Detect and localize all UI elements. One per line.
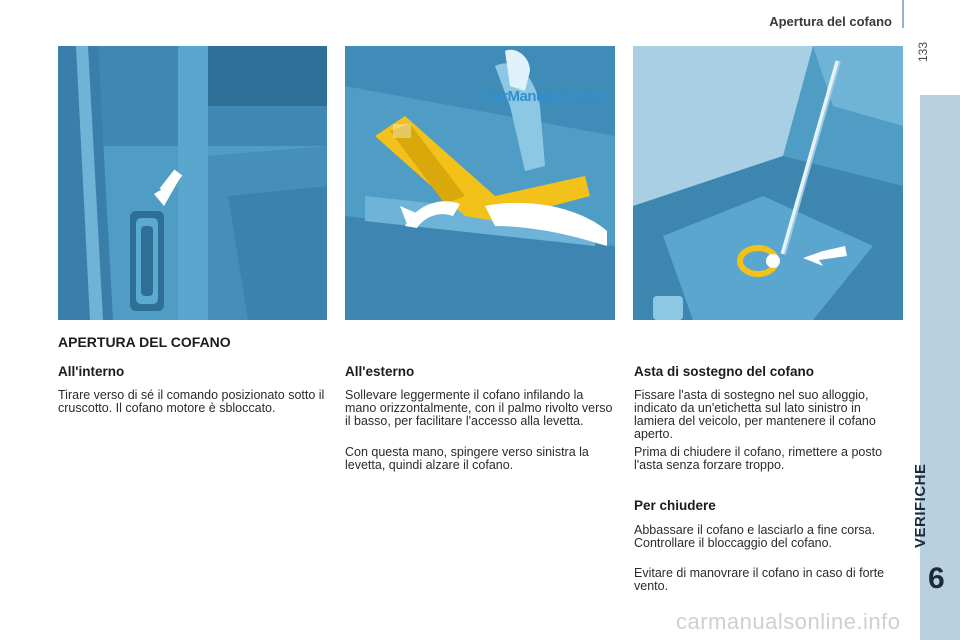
col3-paragraph-2: Prima di chiudere il cofano, rimettere a posto l'asta senza forzare troppo. xyxy=(634,445,883,472)
col3-paragraph-1: Fissare l'asta di sostegno nel suo alloggio, indicato da un'etichetta sul lato sinistro in lamiera del veicolo, per mantenere il cofano aperto. xyxy=(634,388,876,441)
col1-paragraph: Tirare verso di sé il comando posizionato sotto il cruscotto. Il cofano motore è sbloccato. xyxy=(58,388,325,415)
chapter-number: 6 xyxy=(928,562,945,595)
col3-heading: Asta di sostegno del cofano xyxy=(634,364,815,379)
page-number: 133 xyxy=(916,41,930,62)
page-header-title: Apertura del cofano xyxy=(769,14,892,29)
header-divider xyxy=(902,0,904,28)
chapter-side-tab xyxy=(920,95,960,640)
watermark-carmanuals2: CarManuals2.com xyxy=(484,88,605,105)
chapter-tab-label: VERIFICHE xyxy=(912,463,929,548)
col2-paragraph-2: Con questa mano, spingere verso sinistra la levetta, quindi alzare il cofano. xyxy=(345,445,589,472)
col3-paragraph-4: Evitare di manovrare il cofano in caso di forte vento. xyxy=(634,566,885,593)
col2-paragraph-1: Sollevare leggermente il cofano infilando la mano orizzontalmente, con il palmo rivolto verso il basso, per facilitare l'accesso alla levetta. xyxy=(345,388,613,428)
col3-subheading: Per chiudere xyxy=(634,498,716,513)
interior-release-illustration xyxy=(58,46,327,320)
col3-paragraph-3: Abbassare il cofano e lasciarlo a fine corsa. Controllare il bloccaggio del cofano. xyxy=(634,523,876,550)
watermark-carmanualsonline: carmanualsonline.info xyxy=(676,609,901,634)
col2-heading: All'esterno xyxy=(345,364,415,379)
support-rod-illustration xyxy=(633,46,903,320)
section-title: APERTURA DEL COFANO xyxy=(58,334,231,350)
col1-heading: All'interno xyxy=(58,364,125,379)
